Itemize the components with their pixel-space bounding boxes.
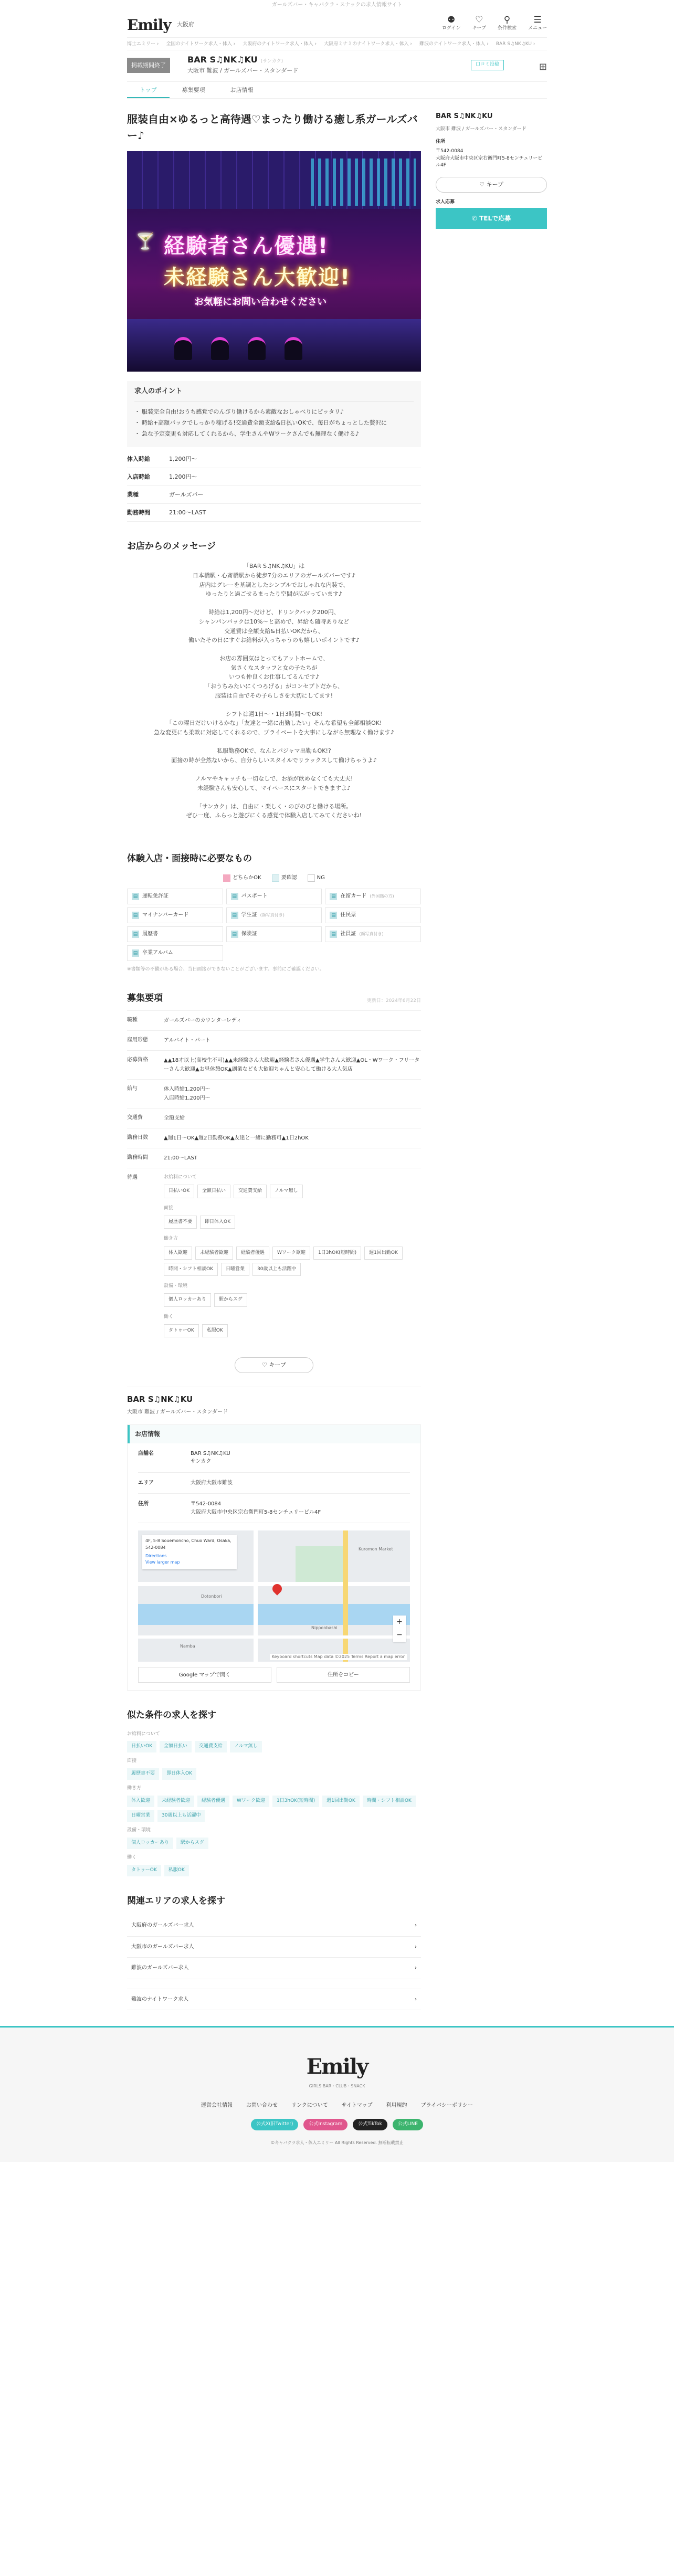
need-note: ※書類等の不備がある場合、当日面接ができないことがございます。事前にご確認ください。 [127, 966, 324, 972]
requirement-label: 勤務日数 [127, 1135, 148, 1141]
current-area[interactable]: 大阪府 [177, 21, 194, 28]
perk-tags [164, 1185, 421, 1198]
requirement-row [127, 1128, 421, 1148]
similar-tag-link[interactable]: Wワーク歓迎 [233, 1796, 269, 1807]
shop-banner-image [127, 151, 421, 372]
shop-title [187, 54, 283, 67]
need-item-label: 保険証 [241, 931, 257, 937]
banner-floor [127, 319, 421, 372]
similar-tag-link[interactable]: 個人ロッカーあり [127, 1838, 173, 1849]
requirement-row [127, 1050, 421, 1079]
similar-tag-link[interactable]: 即日体入OK [162, 1768, 196, 1780]
similar-tag-link[interactable]: 日払いOK [127, 1741, 156, 1752]
need-item-label: パスポート [241, 893, 268, 900]
footer-sns [0, 2119, 674, 2130]
requirement-value: ▲▲18才以上(高校生不可)▲▲未経験さん大歓迎▲経験者さん優遇▲学生さん大歓迎▲OL・Wワーク・フリーターさん大歓迎▲お昼休憩OK▲副業なども大歓迎ちゃんと安心して働ける大人気店 [164, 1058, 420, 1073]
shop-message: 「BAR S♫NK♫KU」は 日本橋駅・心斎橋駅から徒歩7分のエリアのガールズバーです♪ 店内はグレーを基調としたシンプルでおしゃれな内装で、 ゆったりと過ごせるまったり空間が広がっています♪ 時給は1,200円〜だけど、ドリンクバック200円、 シャンパンバックは10%〜と高めで、昇給も随時ありなど 交通費は全額支給&日払いOKだから、 働いたその日にすぐお給料が入っちゃうのも嬉しいポイントです♪ お店の雰囲気はとってもアットホームで、 気さくなスタッフと女の子たちが いつも仲良くお仕事してるんです♪ 「おうちみたいにくつろげる」がコンセプトだから、 服装は自由でその子らしさを大切にしてます! シフトは週1日〜・1日3時間〜でOK! 「この曜日だけいけるかな」「友達と一緒に出勤したい」そんな希望も全部相談OK! 急な変更にも柔軟に対応してくれるので、プライベートを大事にしながら無理なく働けます♪ 私服勤務OKで、なんとパジャマ出勤もOK!? 面接の時が全然ないから、自分らしいスタイルでリラックスして働けちゃうよ♪ ノルマやキャッチも一切なしで、お酒が飲めなくても大丈夫! 未経験さんも安心して、マイペースにスタートできますよ♪ 「サンカク」は、自由に・楽しく・のびのびと働ける場所。 ぜひ一度、ふらっと遊びにくる感覚で体験入店してみてくださいね! [154, 563, 394, 819]
perk-tags [164, 1247, 421, 1276]
summary-label: 入店時給 [127, 473, 150, 480]
shop-kana: (サンカク) [260, 59, 283, 64]
footer-logo-sub: GIRLS BAR・CLUB・SNACK [309, 2084, 365, 2089]
need-item [226, 889, 322, 904]
similar-tag-link[interactable]: タトゥーOK [127, 1865, 161, 1876]
site-footer [0, 2026, 674, 2162]
top-tagline: ガールズバー・キャバクラ・スナックの求人情報サイト [271, 2, 403, 8]
legend-either [223, 874, 261, 882]
tab-item[interactable]: お店情報 [230, 87, 254, 93]
banner-text-line1: 経験者さん優遇! [164, 234, 329, 258]
similar-tag-link[interactable]: 時間・シフト相談OK [363, 1796, 416, 1807]
similar-tag-link[interactable]: 駅からスグ [176, 1838, 208, 1849]
similar-tag-link[interactable]: 30歳以上も活躍中 [157, 1810, 205, 1822]
perk-group [164, 1235, 421, 1276]
legend-blue-swatch [272, 874, 279, 882]
perk-tag: 日曜営業 [221, 1263, 249, 1276]
map-road [343, 1530, 348, 1662]
perk-group [164, 1282, 421, 1307]
header-ログイン-button[interactable] [442, 15, 461, 33]
job-points [127, 381, 421, 447]
site-logo[interactable]: Emily [127, 16, 171, 34]
similar-tag-link[interactable]: 未経験者歓迎 [157, 1796, 194, 1807]
requirement-label: 職種 [127, 1017, 138, 1023]
requirement-label: 給与 [127, 1086, 138, 1092]
shop-info-value: BAR S♫NK♫KU サンカク [191, 1450, 230, 1465]
breadcrumb-item[interactable]: BAR S♫NK♫KU › [496, 41, 535, 47]
perk-tag: 経験者優遇 [236, 1247, 269, 1260]
need-item [325, 907, 421, 923]
footer-links [0, 2102, 674, 2110]
chevron-right-icon: › [415, 1996, 417, 2002]
updated-date: 更新日：2024年6月22日 [366, 998, 421, 1004]
map-label: Kuromon Market [359, 1547, 393, 1552]
related-list [127, 1915, 421, 1979]
message-title: お店からのメッセージ [127, 541, 216, 552]
similar-title: 似た条件の求人を探す [127, 1710, 216, 1721]
perk-group [164, 1174, 421, 1198]
similar-tags [127, 1865, 421, 1876]
related-link[interactable] [127, 1915, 421, 1937]
similar-tag-link[interactable]: 経験者優遇 [197, 1796, 229, 1807]
requirement-value: 全額支給 [164, 1115, 185, 1122]
cocktail-glass-icon: 🍸 [135, 233, 155, 251]
need-item-label: 在留カード [340, 893, 367, 900]
zoom-out-icon[interactable]: − [396, 1631, 403, 1640]
footer-link[interactable]: お問い合わせ [246, 2102, 278, 2108]
perk-tag: 履歴書不要 [164, 1216, 197, 1229]
perk-group-title: 面接 [164, 1205, 174, 1211]
similar-group-title: お給料について [127, 1731, 160, 1737]
related-label: 難波のガールズバー求人 [131, 1965, 189, 1971]
perk-tag: 1日3hOK(短時間) [313, 1247, 361, 1260]
job-point-item: ・ 服装完全自由!おうち感覚でのんびり働けるから素敵なおしゃべりにピッタリ♪ [134, 407, 414, 418]
site-header [127, 10, 547, 38]
requirements-title: 募集要項 [127, 993, 163, 1004]
legend-confirm [272, 874, 297, 882]
footer-link[interactable]: 運営会社情報 [201, 2102, 233, 2108]
similar-tag-link[interactable]: 1日3hOK(短時間) [272, 1796, 319, 1807]
header-icon-label: メニュー [528, 26, 547, 31]
map-zoom-control[interactable] [393, 1616, 406, 1642]
legend-white-swatch [308, 874, 315, 882]
perk-tag: 私服OK [202, 1324, 228, 1337]
id-card-icon: ▤ [231, 893, 238, 900]
summary-label: 体入時給 [127, 455, 150, 462]
perk-tag: 駅からスグ [214, 1293, 247, 1306]
breadcrumb-item[interactable]: 大阪府のナイトワーク求人・体入 › [243, 41, 317, 47]
footer-link[interactable]: プライバシーポリシー [420, 2102, 473, 2108]
shop-tabs [127, 82, 547, 99]
job-points-title: 求人のポイント [134, 386, 414, 402]
similar-search [127, 1708, 421, 1876]
perk-tag: 週1回出勤OK [364, 1247, 403, 1260]
similar-tag-link[interactable]: 交通費支給 [195, 1741, 227, 1752]
requirement-value: 21:00〜LAST [164, 1155, 197, 1162]
header-icon-label: キープ [472, 26, 486, 31]
similar-tag-link[interactable]: 週1回出勤OK [322, 1796, 360, 1807]
map-label: Dotonbori [201, 1594, 222, 1599]
similar-tag-link[interactable]: 日曜営業 [127, 1810, 154, 1822]
need-item-note: (顔写真付き) [359, 931, 384, 936]
perk-tag: 全額日払い [197, 1185, 230, 1198]
bar-stool [248, 337, 266, 360]
map-label: Nipponbashi [311, 1625, 338, 1631]
need-item-label: 履歴書 [142, 931, 158, 937]
need-item [127, 889, 223, 904]
need-item [226, 926, 322, 942]
similar-groups [127, 1731, 421, 1876]
perk-tag: ノルマ無し [270, 1185, 303, 1198]
need-item-note: (顔写真付き) [260, 912, 285, 917]
perks-label: 待遇 [127, 1175, 138, 1181]
footer-link[interactable]: 利用規約 [386, 2102, 407, 2108]
need-item-note: (外国籍の方) [370, 893, 394, 899]
perk-tag: 即日体入OK [200, 1216, 235, 1229]
requirements-table [127, 1010, 421, 1168]
requirement-value: ▲週1日〜OK▲週2日勤務OK▲友達と一緒に勤務可▲1日2hOK [164, 1135, 309, 1142]
review-button[interactable]: 口コミ投稿 [471, 60, 504, 70]
requirement-label: 交通費 [127, 1115, 143, 1121]
perks-row [127, 1168, 421, 1349]
shop-info-rows [128, 1443, 420, 1524]
header-条件検索-button[interactable] [498, 15, 517, 33]
id-card-icon: ▤ [231, 912, 238, 919]
need-legend [127, 874, 421, 882]
breadcrumb-item[interactable]: 難波のナイトワーク求人・体入 › [419, 41, 489, 47]
requirement-row [127, 1030, 421, 1050]
sns-button[interactable]: 公式LINE [393, 2119, 423, 2130]
need-item-label: 学生証 [241, 912, 257, 919]
chevron-right-icon: › [415, 1965, 417, 1971]
google-map[interactable] [138, 1530, 410, 1662]
chevron-right-icon: › [415, 1944, 417, 1950]
header-icon: ♡ [475, 15, 483, 25]
perk-tag: 個人ロッカーあり [164, 1293, 211, 1306]
similar-group-title: 設備・環境 [127, 1828, 151, 1833]
need-item [325, 889, 421, 904]
breadcrumb-item[interactable]: 大阪府ミナミのナイトワーク求人・体入 › [324, 41, 412, 47]
need-item-label: 住民票 [340, 912, 356, 919]
map-park [296, 1546, 343, 1583]
shop-info-row [138, 1494, 410, 1523]
keep-label: キープ [269, 1361, 286, 1369]
summary-value: 21:00〜LAST [169, 509, 206, 516]
perk-group-title: 働き方 [164, 1236, 178, 1242]
requirement-row [127, 1079, 421, 1108]
sidebar-shop-category: 大阪市 難波 / ガールズバー・スタンダード [436, 126, 526, 132]
similar-tag-link[interactable]: 全額日払い [160, 1741, 192, 1752]
perk-tag: 30歳以上も活躍中 [252, 1263, 301, 1276]
summary-value: 1,200円〜 [169, 473, 197, 480]
job-point-item: ・ 急な予定変更も対応してくれるから、学生さんやWワークさんでも無理なく働ける♪ [134, 429, 414, 440]
need-item [127, 945, 223, 961]
sidebar-address-label: 住所 [436, 139, 446, 145]
apply-label: 求人応募 [436, 199, 455, 205]
footer-link[interactable]: サイトマップ [341, 2102, 373, 2108]
similar-tags [127, 1741, 421, 1752]
need-item-label: 卒業アルバム [142, 950, 173, 956]
job-summary [127, 450, 421, 522]
need-item [226, 907, 322, 923]
need-item-label: 運転免許証 [142, 893, 168, 900]
requirement-value: アルバイト・パート [164, 1038, 210, 1044]
job-points-list [134, 407, 414, 440]
tel-apply-button[interactable] [436, 208, 547, 229]
legend-label: NG [317, 875, 325, 881]
heart-icon: ♡ [479, 181, 487, 188]
id-card-icon: ▤ [330, 912, 337, 919]
similar-tag-link[interactable]: 履歴書不要 [127, 1768, 159, 1780]
requirement-value: ガールズバーのカウンターレディ [164, 1018, 242, 1024]
similar-group-title: 面接 [127, 1758, 137, 1764]
copy-address-button[interactable]: 住所をコピー [277, 1667, 410, 1683]
similar-tag-link[interactable]: 私服OK [164, 1865, 189, 1876]
similar-group-title: 働く [127, 1854, 137, 1860]
requirement-row [127, 1108, 421, 1128]
bar-stool [285, 337, 302, 360]
summary-row [127, 486, 421, 504]
map-larger-link[interactable]: View larger map [145, 1560, 180, 1565]
tel-label: TELで応募 [479, 215, 511, 223]
shop-info-label: エリア [138, 1480, 154, 1486]
shop-info-title: お店情報 [128, 1425, 420, 1443]
id-card-icon: ▤ [231, 931, 238, 938]
similar-tags [127, 1768, 421, 1780]
tab-item[interactable]: 募集要項 [182, 87, 205, 93]
header-icons [442, 15, 547, 33]
related-label: 大阪市のガールズバー求人 [131, 1944, 194, 1950]
grid-menu-icon[interactable]: ⊞ [539, 61, 547, 72]
requirement-label: 雇用形態 [127, 1037, 148, 1043]
banner-neon-glow [311, 159, 416, 206]
shop-info-category: 大阪市 難波 / ガールズバー・スタンダード [127, 1409, 228, 1415]
map-directions-link[interactable]: Directions [145, 1553, 167, 1558]
related-link[interactable] [127, 1958, 421, 1979]
keep-button[interactable] [235, 1357, 313, 1373]
similar-tag-link[interactable]: 体入歓迎 [127, 1796, 154, 1807]
sidebar [436, 111, 547, 2010]
map-address: 4F, 5-8 Souemoncho, Chuo Ward, Osaka, 542-0084 [145, 1538, 231, 1550]
perk-tags [164, 1216, 421, 1229]
perk-group [164, 1313, 421, 1338]
map-road [138, 1635, 410, 1639]
shop-info-label: 住所 [138, 1501, 149, 1507]
perk-group-title: 設備・環境 [164, 1283, 188, 1289]
sns-button[interactable]: 公式X(旧Twitter) [251, 2119, 298, 2130]
header-icon: ☰ [533, 15, 542, 25]
summary-row [127, 450, 421, 468]
header-メニュー-button[interactable] [528, 15, 547, 33]
similar-group-title: 働き方 [127, 1786, 142, 1791]
legend-label: 要確認 [281, 875, 297, 881]
heart-icon: ♡ [262, 1361, 269, 1369]
requirements-header [127, 991, 421, 1005]
shop-name: BAR S♫NK♫KU [187, 55, 258, 65]
phone-icon: ✆ [471, 215, 480, 223]
perk-tag: 時間・シフト相談OK [164, 1263, 218, 1276]
perk-groups [164, 1174, 421, 1344]
bar-stool [211, 337, 229, 360]
status-badge: 掲載期間終了 [127, 58, 170, 73]
perk-tags [164, 1324, 421, 1337]
sidebar-address: 〒542-0084 大阪府大阪市中央区宗右衛門町5-8センチュリービル4F [436, 149, 543, 168]
need-item-label: 社員証 [340, 931, 356, 937]
tab-item[interactable]: トップ [127, 82, 170, 98]
main-content [127, 111, 421, 2010]
legend-pink-swatch [223, 874, 230, 882]
breadcrumb-item[interactable]: 全国のナイトワーク求人・体入 › [166, 41, 236, 47]
requirement-row [127, 1148, 421, 1168]
sns-button[interactable]: 公式TikTok [353, 2119, 387, 2130]
summary-label: 勤務時間 [127, 509, 150, 516]
related-link[interactable] [127, 1937, 421, 1958]
header-icon-label: 条件検索 [497, 26, 517, 31]
related-areas [127, 1894, 421, 2010]
sidebar-keep-button[interactable] [436, 177, 547, 193]
banner-text-line3: お気軽にお問い合わせください [194, 297, 327, 308]
shop-info-label: 店舗名 [138, 1450, 154, 1456]
summary-value: ガールズバー [169, 491, 204, 498]
need-item [127, 907, 223, 923]
shop-info-value: 〒542-0084 大阪府大阪市中央区宗右衛門町5-8センチュリービル4F [191, 1501, 321, 1515]
summary-label: 業種 [127, 491, 139, 498]
need-items [127, 889, 421, 961]
need-item [127, 926, 223, 942]
map-label: Namba [180, 1644, 195, 1649]
sns-button[interactable]: 公式Instagram [303, 2119, 347, 2130]
perk-tag: 日払いOK [164, 1185, 194, 1198]
id-card-icon: ▤ [132, 893, 139, 900]
breadcrumb [127, 38, 547, 50]
perk-tags [164, 1293, 421, 1306]
similar-tag-link[interactable]: ノルマ無し [230, 1741, 262, 1752]
need-item [325, 926, 421, 942]
summary-row [127, 504, 421, 522]
id-card-icon: ▤ [132, 949, 139, 957]
map-attribution: Keyboard shortcuts Map data ©2025 Terms Report a map error [270, 1654, 407, 1660]
keep-label: キープ [486, 181, 503, 188]
perk-tag: 交通費支給 [234, 1185, 267, 1198]
shop-info-name: BAR S♫NK♫KU [127, 1395, 193, 1405]
shop-category: 大阪市 難波 / ガールズバー・スタンダード [187, 67, 299, 74]
requirement-row [127, 1010, 421, 1030]
perk-group-title: 働く [164, 1314, 174, 1319]
related-label: 難波のナイトワーク求人 [131, 1996, 189, 2002]
post-title: 服装自由×ゆるっと高待遇♡まったり働ける癒し系ガールズバー♪ [127, 113, 418, 142]
similar-tags [127, 1838, 421, 1849]
shop-info-row [138, 1443, 410, 1473]
perk-tag: タトゥーOK [164, 1324, 199, 1337]
open-google-map-button[interactable]: Google マップで開く [138, 1667, 271, 1683]
id-card-icon: ▤ [330, 931, 337, 938]
chevron-right-icon: › [415, 1923, 417, 1929]
shop-info-value: 大阪府大阪市難波 [191, 1480, 233, 1486]
perk-group [164, 1205, 421, 1229]
footer-logo[interactable]: Emily [306, 2054, 368, 2079]
header-キープ-button[interactable] [472, 15, 486, 33]
related-label: 大阪府のガールズバー求人 [131, 1923, 194, 1929]
id-card-icon: ▤ [132, 931, 139, 938]
requirement-label: 応募資格 [127, 1057, 148, 1063]
banner-text-line2: 未経験さん大歓迎! [164, 266, 351, 290]
breadcrumb-item[interactable]: 博士エミリー › [127, 41, 159, 47]
header-icon-label: ログイン [441, 26, 461, 31]
shop-info-box [127, 1424, 421, 1691]
requirement-value: 体入時給1,200円〜 入店時給1,200円〜 [164, 1086, 210, 1102]
bar-stool [174, 337, 192, 360]
header-icon: ⚲ [503, 15, 511, 25]
map-river [138, 1604, 410, 1625]
shop-header [127, 50, 547, 82]
zoom-in-icon[interactable]: + [396, 1618, 403, 1627]
id-card-icon: ▤ [132, 912, 139, 919]
related-extra-link[interactable] [127, 1989, 421, 2011]
legend-ng [308, 874, 325, 882]
map-place-card [142, 1535, 237, 1569]
similar-tags [127, 1796, 421, 1822]
job-point-item: ・ 時給+高額バックでしっかり稼げる!交通費全額支給&日払いOKで、毎日がちょっとした贅沢に [134, 418, 414, 429]
sidebar-shop-name: BAR S♫NK♫KU [436, 112, 493, 120]
perk-group-title: お給料について [164, 1175, 197, 1180]
perk-tag: 未経験者歓迎 [195, 1247, 233, 1260]
requirement-label: 勤務時間 [127, 1155, 148, 1161]
related-title: 関連エリアの求人を探す [127, 1895, 225, 1906]
need-item-label: マイナンバーカード [142, 912, 189, 919]
legend-label: どちらかOK [233, 875, 261, 881]
header-icon: ⚉ [447, 15, 456, 25]
map-road [254, 1530, 258, 1662]
summary-value: 1,200円〜 [169, 455, 197, 462]
copyright: ©キャバクラ求人・体入エミリー All Rights Reserved. 無断転載禁止 [270, 2140, 404, 2146]
footer-link[interactable]: リンクについて [291, 2102, 328, 2108]
summary-row [127, 468, 421, 486]
shop-info-row [138, 1473, 410, 1494]
need-title: 体験入店・面接時に必要なもの [127, 853, 252, 864]
perk-tag: Wワーク歓迎 [272, 1247, 310, 1260]
id-card-icon: ▤ [330, 893, 337, 900]
perk-tag: 体入歓迎 [164, 1247, 192, 1260]
